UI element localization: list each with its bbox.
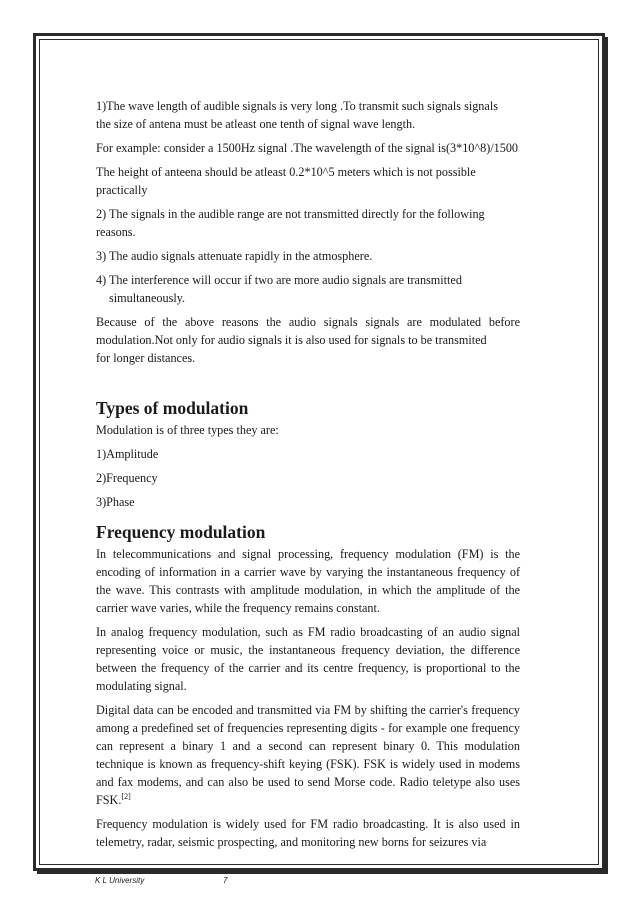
intro-p7-line2: modulation.Not only for audio signals it is also used for signals to be transmited xyxy=(96,333,487,347)
intro-p1-line2: the size of antena must be atleast one tenth of signal wave length. xyxy=(96,117,416,131)
types-lead: Modulation is of three types they are: xyxy=(96,423,279,437)
document-body xyxy=(96,97,520,851)
fm-paragraph-2: In analog frequency modulation, such as FM radio broadcasting of an audio signal representing voice or music, the instantaneous frequency deviation, the difference between the frequency of the carrier and its centre frequency, is proportional to the modulating signal. xyxy=(96,625,520,693)
types-item-frequency: 2)Frequency xyxy=(96,471,158,485)
types-item-phase: 3)Phase xyxy=(96,495,135,509)
intro-p6-line1: 4) The interference will occur if two are more audio signals are transmitted xyxy=(96,273,462,287)
intro-paragraph-3: The height of anteena should be atleast 0.2*10^5 meters which is not possible practically xyxy=(96,165,476,197)
page-border-shadow-right xyxy=(605,37,608,874)
fm-paragraph-4: Frequency modulation is widely used for FM radio broadcasting. It is also used in telemetry, radar, seismic prospecting, and monitoring new borns for seizures via xyxy=(96,817,520,849)
fm-paragraph-3 xyxy=(96,701,520,809)
intro-paragraph-2: For example: consider a 1500Hz signal .The wavelength of the signal is(3*10^8)/1500 xyxy=(96,141,519,155)
page-border-shadow-bottom xyxy=(37,871,608,874)
page-footer xyxy=(95,876,228,885)
intro-paragraph-6 xyxy=(96,271,520,307)
intro-p1-line1: 1)The wave length of audible signals is very long .To transmit such signals signals xyxy=(96,99,498,113)
footer-page-number: 7 xyxy=(223,876,228,885)
footer-institution: K L University xyxy=(95,876,145,885)
fm-paragraph-3-text: Digital data can be encoded and transmitted via FM by shifting the carrier's frequency among a predefined set of frequencies representing digits - for example one frequency can represent a binary 1 and a second can represent binary 0. This modulation technique is known as frequency-shift keying (FSK). FSK is widely used in modems and fax modems, and can also be used to send Morse code. Radio teletype also uses FSK. xyxy=(96,703,520,807)
intro-p6-line2: simultaneously. xyxy=(109,291,186,305)
fm-heading: Frequency modulation xyxy=(96,522,266,542)
intro-paragraph-7 xyxy=(96,313,520,367)
intro-p7-line3: for longer distances. xyxy=(96,351,196,365)
intro-paragraph-5: 3) The audio signals attenuate rapidly in the atmosphere. xyxy=(96,249,373,263)
fm-paragraph-1: In telecommunications and signal processing, frequency modulation (FM) is the encoding of information in a carrier wave by varying the instantaneous frequency of the wave. This contrasts with amplitude modulation, in which the amplitude of the carrier wave varies, while the frequency remains constant. xyxy=(96,547,520,615)
types-item-amplitude: 1)Amplitude xyxy=(96,447,159,461)
types-heading: Types of modulation xyxy=(96,398,249,418)
intro-p7-line1: Because of the above reasons the audio signals signals are modulated before xyxy=(96,315,520,329)
intro-paragraph-1 xyxy=(96,97,520,133)
intro-paragraph-4: 2) The signals in the audible range are not transmitted directly for the following reasons. xyxy=(96,207,485,239)
citation-ref: [2] xyxy=(121,791,131,801)
